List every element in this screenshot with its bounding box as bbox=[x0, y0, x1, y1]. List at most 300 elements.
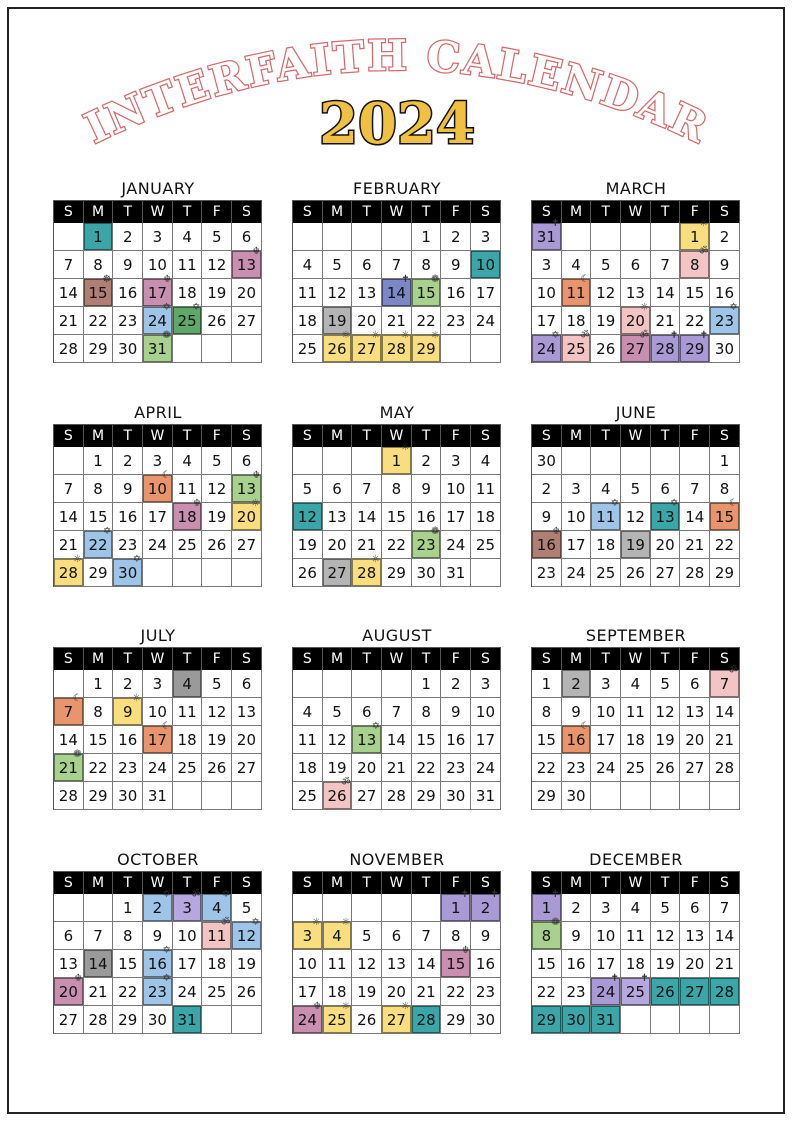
day-cell: 17 bbox=[293, 978, 323, 1006]
faith-symbol-icon: ☬ bbox=[552, 526, 560, 537]
empty-cell bbox=[232, 1006, 262, 1034]
day-cell: 13 bbox=[232, 698, 262, 726]
day-cell: 16 bbox=[562, 950, 592, 978]
day-cell: 15 bbox=[680, 279, 710, 307]
day-cell: 7 bbox=[710, 894, 740, 922]
day-cell: 31 ✝ bbox=[532, 223, 562, 251]
day-cell: 21 bbox=[352, 531, 382, 559]
day-cell: 15 bbox=[412, 726, 442, 754]
day-cell: 10 bbox=[591, 698, 621, 726]
weekday-header: M bbox=[323, 201, 353, 223]
day-cell: 8 bbox=[710, 475, 740, 503]
faith-symbol-icon: ॐ bbox=[191, 889, 201, 900]
weekday-header: M bbox=[562, 201, 592, 223]
day-cell: 6 bbox=[352, 251, 382, 279]
weekday-header: F bbox=[441, 648, 471, 670]
day-cell: 6 bbox=[680, 670, 710, 698]
day-cell: 18 bbox=[173, 726, 203, 754]
day-cell: 25 ✝ bbox=[621, 978, 651, 1006]
faith-symbol-icon: ☼ bbox=[430, 330, 440, 341]
weekday-header: T bbox=[352, 201, 382, 223]
day-cell: 19 bbox=[621, 531, 651, 559]
month-grid bbox=[531, 647, 740, 810]
day-cell: 14 bbox=[54, 503, 84, 531]
day-cell: 6 bbox=[232, 447, 262, 475]
month-name: MAY bbox=[379, 403, 415, 422]
day-cell: 15 bbox=[532, 950, 562, 978]
day-cell: 8 bbox=[532, 698, 562, 726]
day-cell: 2 bbox=[710, 223, 740, 251]
day-cell: 19 bbox=[232, 950, 262, 978]
weekday-header: M bbox=[84, 201, 114, 223]
weekday-header: T bbox=[591, 201, 621, 223]
day-cell: 2 bbox=[412, 447, 442, 475]
day-cell: 22 ✡ bbox=[84, 531, 114, 559]
faith-symbol-icon: ☬ bbox=[163, 274, 171, 285]
day-cell: 27 ॐ bbox=[621, 335, 651, 363]
faith-symbol-icon: ☼ bbox=[341, 1001, 351, 1012]
day-cell: 28 ☼ bbox=[54, 559, 84, 587]
day-cell: 20 bbox=[232, 279, 262, 307]
faith-symbol-icon: ❁ bbox=[162, 330, 171, 341]
day-cell: 18 bbox=[621, 726, 651, 754]
weekday-header: S bbox=[710, 872, 740, 894]
weekday-header: S bbox=[532, 872, 562, 894]
weekday-header: S bbox=[532, 201, 562, 223]
weekday-header: S bbox=[532, 425, 562, 447]
day-cell: 10 bbox=[173, 922, 203, 950]
day-cell: 28 bbox=[710, 978, 740, 1006]
empty-cell bbox=[621, 782, 651, 810]
day-cell: 17 bbox=[471, 726, 501, 754]
weekday-header: S bbox=[293, 201, 323, 223]
empty-cell bbox=[84, 894, 114, 922]
day-cell: 1 bbox=[84, 670, 114, 698]
weekday-header: W bbox=[143, 872, 173, 894]
faith-symbol-icon: ✝ bbox=[401, 274, 410, 285]
faith-symbol-icon: ✡ bbox=[371, 721, 381, 732]
day-cell: 22 bbox=[680, 307, 710, 335]
day-cell: 23 bbox=[441, 754, 471, 782]
day-cell: 20 bbox=[382, 978, 412, 1006]
empty-cell bbox=[651, 223, 681, 251]
day-cell: 29 bbox=[113, 1006, 143, 1034]
empty-cell bbox=[202, 335, 232, 363]
faith-symbol-icon: ☼ bbox=[72, 554, 82, 565]
day-cell: 27 bbox=[232, 754, 262, 782]
day-cell: 3 bbox=[532, 251, 562, 279]
day-cell: 4 bbox=[591, 475, 621, 503]
day-cell: 19 bbox=[202, 279, 232, 307]
day-cell: 8 bbox=[113, 922, 143, 950]
day-cell: 22 bbox=[532, 978, 562, 1006]
faith-symbol-icon: ☼ bbox=[341, 330, 351, 341]
month-name: AUGUST bbox=[362, 626, 432, 645]
weekday-header: F bbox=[202, 872, 232, 894]
empty-cell bbox=[293, 670, 323, 698]
day-cell: 7 bbox=[54, 251, 84, 279]
day-cell: 6 bbox=[54, 922, 84, 950]
day-cell: 27 bbox=[323, 559, 353, 587]
day-cell: 23 bbox=[562, 754, 592, 782]
day-cell: 9 bbox=[143, 922, 173, 950]
weekday-header: M bbox=[562, 425, 592, 447]
empty-cell bbox=[471, 559, 501, 587]
day-cell: 7 bbox=[680, 475, 710, 503]
day-cell: 20 ☼ bbox=[232, 503, 262, 531]
day-cell: 11 bbox=[293, 279, 323, 307]
faith-symbol-icon: ☼ bbox=[699, 218, 709, 229]
month-grid bbox=[53, 424, 262, 587]
weekday-header: T bbox=[173, 872, 203, 894]
day-cell: 10 bbox=[591, 922, 621, 950]
day-cell: 11 ☾ bbox=[562, 279, 592, 307]
day-cell: 13 bbox=[323, 503, 353, 531]
day-cell: 4 bbox=[293, 698, 323, 726]
weekday-header: T bbox=[651, 201, 681, 223]
day-cell: 12 bbox=[323, 279, 353, 307]
empty-cell bbox=[232, 782, 262, 810]
day-cell: 18 bbox=[562, 307, 592, 335]
day-cell: 9 bbox=[441, 251, 471, 279]
day-cell: 23 bbox=[471, 978, 501, 1006]
day-cell: 14 bbox=[352, 503, 382, 531]
day-cell: 20 bbox=[651, 531, 681, 559]
day-cell: 29 bbox=[84, 782, 114, 810]
day-cell: 21 bbox=[382, 754, 412, 782]
day-cell: 14 ✝ bbox=[382, 279, 412, 307]
day-cell: 5 bbox=[621, 475, 651, 503]
day-cell: 7 bbox=[651, 251, 681, 279]
weekday-header: T bbox=[173, 201, 203, 223]
day-cell: 12 bbox=[651, 922, 681, 950]
faith-symbol-icon: ☬ bbox=[74, 973, 82, 984]
day-cell: 19 bbox=[591, 307, 621, 335]
month-april bbox=[53, 402, 263, 587]
day-cell: 1 ✝ bbox=[441, 894, 471, 922]
day-cell: 5 bbox=[202, 670, 232, 698]
day-cell: 10 bbox=[143, 251, 173, 279]
day-cell: 14 bbox=[54, 279, 84, 307]
day-cell: 13 ☬ bbox=[232, 251, 262, 279]
day-cell: 14 bbox=[680, 503, 710, 531]
day-cell: 8 bbox=[382, 475, 412, 503]
empty-cell bbox=[591, 782, 621, 810]
empty-cell bbox=[651, 782, 681, 810]
weekday-header: T bbox=[412, 425, 442, 447]
weekday-header: S bbox=[471, 201, 501, 223]
day-cell: 21 bbox=[54, 531, 84, 559]
day-cell: 22 bbox=[710, 531, 740, 559]
weekday-header: S bbox=[54, 201, 84, 223]
day-cell: 18 bbox=[471, 503, 501, 531]
day-cell: 23 bbox=[441, 307, 471, 335]
day-cell: 22 bbox=[84, 754, 114, 782]
month-name: SEPTEMBER bbox=[585, 626, 687, 645]
day-cell: 27 bbox=[54, 1006, 84, 1034]
day-cell: 27 ☼ bbox=[382, 1006, 412, 1034]
day-cell: 11 bbox=[173, 251, 203, 279]
day-cell: 9 ☼ bbox=[113, 698, 143, 726]
day-cell: 28 bbox=[710, 754, 740, 782]
weekday-header: F bbox=[202, 425, 232, 447]
weekday-header: S bbox=[293, 425, 323, 447]
faith-symbol-icon: ✝ bbox=[640, 973, 649, 984]
day-cell: 20 bbox=[680, 726, 710, 754]
day-cell: 15 bbox=[382, 503, 412, 531]
day-cell: 19 bbox=[323, 754, 353, 782]
weekday-header: T bbox=[412, 872, 442, 894]
day-cell: 12 bbox=[202, 698, 232, 726]
weekday-header: T bbox=[651, 648, 681, 670]
day-cell: 25 bbox=[202, 978, 232, 1006]
day-cell: 26 bbox=[293, 559, 323, 587]
day-cell: 21 bbox=[710, 950, 740, 978]
day-cell: 31 bbox=[471, 782, 501, 810]
day-cell: 1 bbox=[412, 223, 442, 251]
weekday-header: F bbox=[441, 201, 471, 223]
day-cell: 11 ॐ bbox=[202, 922, 232, 950]
day-cell: 22 bbox=[412, 754, 442, 782]
day-cell: 3 ॐ bbox=[173, 894, 203, 922]
day-cell: 30 bbox=[113, 782, 143, 810]
day-cell: 24 ✡ bbox=[143, 307, 173, 335]
day-cell: 26 bbox=[651, 754, 681, 782]
day-cell: 4 bbox=[621, 894, 651, 922]
month-grid bbox=[292, 871, 501, 1034]
faith-symbol-icon: ✡ bbox=[610, 498, 620, 509]
faith-symbol-icon: ✝ bbox=[699, 330, 709, 341]
empty-cell bbox=[621, 1006, 651, 1034]
faith-symbol-icon: ✡ bbox=[729, 302, 738, 313]
empty-cell bbox=[621, 223, 651, 251]
day-cell: 10 bbox=[441, 475, 471, 503]
faith-symbol-icon: ☼ bbox=[400, 1001, 410, 1012]
day-cell: 26 bbox=[621, 559, 651, 587]
day-cell: 1 ✝ bbox=[532, 894, 562, 922]
empty-cell bbox=[54, 223, 84, 251]
month-name: MARCH bbox=[605, 179, 667, 198]
day-cell: 19 bbox=[202, 726, 232, 754]
day-cell: 23 bbox=[113, 754, 143, 782]
weekday-header: S bbox=[471, 648, 501, 670]
month-name: DECEMBER bbox=[589, 850, 683, 869]
faith-symbol-icon: ✡ bbox=[251, 917, 260, 928]
day-cell: 28 ☼ bbox=[352, 559, 382, 587]
day-cell: 26 bbox=[202, 754, 232, 782]
day-cell: 11 ✡ bbox=[591, 503, 621, 531]
day-cell: 29 bbox=[441, 1006, 471, 1034]
faith-symbol-icon: ✡ bbox=[132, 554, 142, 565]
day-cell: 29 bbox=[532, 1006, 562, 1034]
empty-cell bbox=[591, 223, 621, 251]
day-cell: 8 bbox=[412, 698, 442, 726]
day-cell: 13 bbox=[680, 922, 710, 950]
day-cell: 20 bbox=[680, 950, 710, 978]
day-cell: 26 bbox=[202, 531, 232, 559]
day-cell: 1 ☼ bbox=[680, 223, 710, 251]
faith-symbol-icon: ✡ bbox=[162, 973, 171, 984]
day-cell: 22 bbox=[532, 754, 562, 782]
day-cell: 23 bbox=[113, 531, 143, 559]
day-cell: 8 bbox=[412, 251, 442, 279]
faith-symbol-icon: ✡ bbox=[102, 526, 112, 537]
day-cell: 1 ☼ bbox=[382, 447, 412, 475]
day-cell: 12 bbox=[352, 950, 382, 978]
day-cell: 14 bbox=[54, 726, 84, 754]
day-cell: 6 bbox=[323, 475, 353, 503]
empty-cell bbox=[352, 447, 382, 475]
day-cell: 9 bbox=[113, 475, 143, 503]
day-cell: 22 bbox=[113, 978, 143, 1006]
day-cell: 19 bbox=[651, 950, 681, 978]
day-cell: 16 bbox=[113, 279, 143, 307]
weekday-header: W bbox=[621, 425, 651, 447]
empty-cell bbox=[352, 223, 382, 251]
empty-cell bbox=[412, 894, 442, 922]
day-cell: 25 bbox=[173, 531, 203, 559]
day-cell: 12 bbox=[651, 698, 681, 726]
day-cell: 29 bbox=[84, 559, 114, 587]
day-cell: 13 bbox=[382, 950, 412, 978]
day-cell: 19 bbox=[651, 726, 681, 754]
day-cell: 5 bbox=[293, 475, 323, 503]
day-cell: 24 ☬ bbox=[293, 1006, 323, 1034]
day-cell: 29 bbox=[412, 782, 442, 810]
day-cell: 24 bbox=[173, 978, 203, 1006]
day-cell: 2 bbox=[113, 223, 143, 251]
day-cell: 12 bbox=[591, 279, 621, 307]
day-cell: 13 ✡ bbox=[651, 503, 681, 531]
empty-cell bbox=[382, 223, 412, 251]
day-cell: 18 bbox=[591, 531, 621, 559]
weekday-header: W bbox=[382, 648, 412, 670]
day-cell: 19 bbox=[323, 307, 353, 335]
month-october bbox=[53, 849, 263, 1034]
day-cell: 25 bbox=[293, 782, 323, 810]
day-cell: 2 bbox=[113, 447, 143, 475]
day-cell: 30 bbox=[562, 782, 592, 810]
day-cell: 3 bbox=[562, 475, 592, 503]
day-cell: 17 bbox=[591, 950, 621, 978]
day-cell: 15 ☾ bbox=[710, 503, 740, 531]
faith-symbol-icon: ☬ bbox=[462, 945, 470, 956]
month-grid bbox=[292, 424, 501, 587]
day-cell: 9 bbox=[562, 922, 592, 950]
day-cell: 16 bbox=[412, 503, 442, 531]
month-name: JUNE bbox=[615, 403, 657, 422]
day-cell: 13 ☬ bbox=[232, 475, 262, 503]
weekday-header: T bbox=[591, 872, 621, 894]
weekday-header: S bbox=[232, 425, 262, 447]
day-cell: 5 bbox=[591, 251, 621, 279]
day-cell: 3 ☼ bbox=[293, 922, 323, 950]
faith-symbol-icon: ☼ bbox=[371, 330, 381, 341]
weekday-header: T bbox=[113, 425, 143, 447]
day-cell: 8 bbox=[441, 922, 471, 950]
day-cell: 24 ✡ bbox=[532, 335, 562, 363]
day-cell: 14 bbox=[84, 950, 114, 978]
day-cell: 24 bbox=[143, 754, 173, 782]
weekday-header: T bbox=[352, 425, 382, 447]
day-cell: 30 bbox=[710, 335, 740, 363]
day-cell: 8 ❁ bbox=[532, 922, 562, 950]
day-cell: 29 bbox=[532, 782, 562, 810]
title-line1: INTERFAITH CALENDAR bbox=[77, 30, 717, 153]
day-cell: 8 ॐ bbox=[680, 251, 710, 279]
day-cell: 20 ☬ bbox=[54, 978, 84, 1006]
empty-cell bbox=[651, 447, 681, 475]
empty-cell bbox=[562, 223, 592, 251]
faith-symbol-icon: ☾ bbox=[72, 693, 82, 704]
day-cell: 24 bbox=[471, 754, 501, 782]
day-cell: 2 ✝ bbox=[471, 894, 501, 922]
day-cell: 7 bbox=[84, 922, 114, 950]
day-cell: 13 bbox=[352, 279, 382, 307]
day-cell: 25 ✡ bbox=[173, 307, 203, 335]
day-cell: 17 ☾ bbox=[143, 726, 173, 754]
day-cell: 7 bbox=[54, 475, 84, 503]
weekday-header: F bbox=[202, 648, 232, 670]
day-cell: 13 bbox=[621, 279, 651, 307]
day-cell: 21 bbox=[412, 978, 442, 1006]
empty-cell bbox=[710, 782, 740, 810]
day-cell: 2 bbox=[113, 670, 143, 698]
day-cell: 4 bbox=[562, 251, 592, 279]
day-cell: 27 bbox=[680, 754, 710, 782]
day-cell: 21 bbox=[54, 307, 84, 335]
weekday-header: T bbox=[113, 872, 143, 894]
day-cell: 22 bbox=[84, 307, 114, 335]
month-february bbox=[292, 178, 502, 363]
weekday-header: M bbox=[84, 425, 114, 447]
day-cell: 17 bbox=[532, 307, 562, 335]
day-cell: 10 ☾ bbox=[143, 475, 173, 503]
empty-cell bbox=[173, 782, 203, 810]
day-cell: 29 ✝ bbox=[680, 335, 710, 363]
day-cell: 27 ☼ bbox=[352, 335, 382, 363]
faith-symbol-icon: ✝ bbox=[490, 889, 499, 900]
faith-symbol-icon: ☼ bbox=[341, 917, 351, 928]
day-cell: 19 bbox=[352, 978, 382, 1006]
day-cell: 4 bbox=[173, 447, 203, 475]
faith-symbol-icon: ☾ bbox=[728, 498, 738, 509]
day-cell: 24 bbox=[471, 307, 501, 335]
day-cell: 26 ॐ bbox=[323, 782, 353, 810]
day-cell: 14 bbox=[710, 922, 740, 950]
weekday-header: T bbox=[113, 648, 143, 670]
weekday-header: W bbox=[621, 201, 651, 223]
day-cell: 31 bbox=[441, 559, 471, 587]
day-cell: 17 bbox=[173, 950, 203, 978]
day-cell: 7 bbox=[382, 698, 412, 726]
day-cell: 27 bbox=[232, 307, 262, 335]
faith-symbol-icon: ☼ bbox=[639, 302, 649, 313]
day-cell: 31 bbox=[173, 1006, 203, 1034]
day-cell: 11 bbox=[173, 475, 203, 503]
empty-cell bbox=[54, 894, 84, 922]
faith-symbol-icon: ✡ bbox=[670, 498, 679, 509]
day-cell: 20 bbox=[232, 726, 262, 754]
day-cell: 5 bbox=[651, 670, 681, 698]
month-december bbox=[531, 849, 741, 1034]
day-cell: 12 bbox=[202, 475, 232, 503]
day-cell: 2 bbox=[441, 670, 471, 698]
day-cell: 22 bbox=[441, 978, 471, 1006]
month-name: FEBRUARY bbox=[353, 179, 441, 198]
day-cell: 26 bbox=[202, 307, 232, 335]
empty-cell bbox=[143, 559, 173, 587]
